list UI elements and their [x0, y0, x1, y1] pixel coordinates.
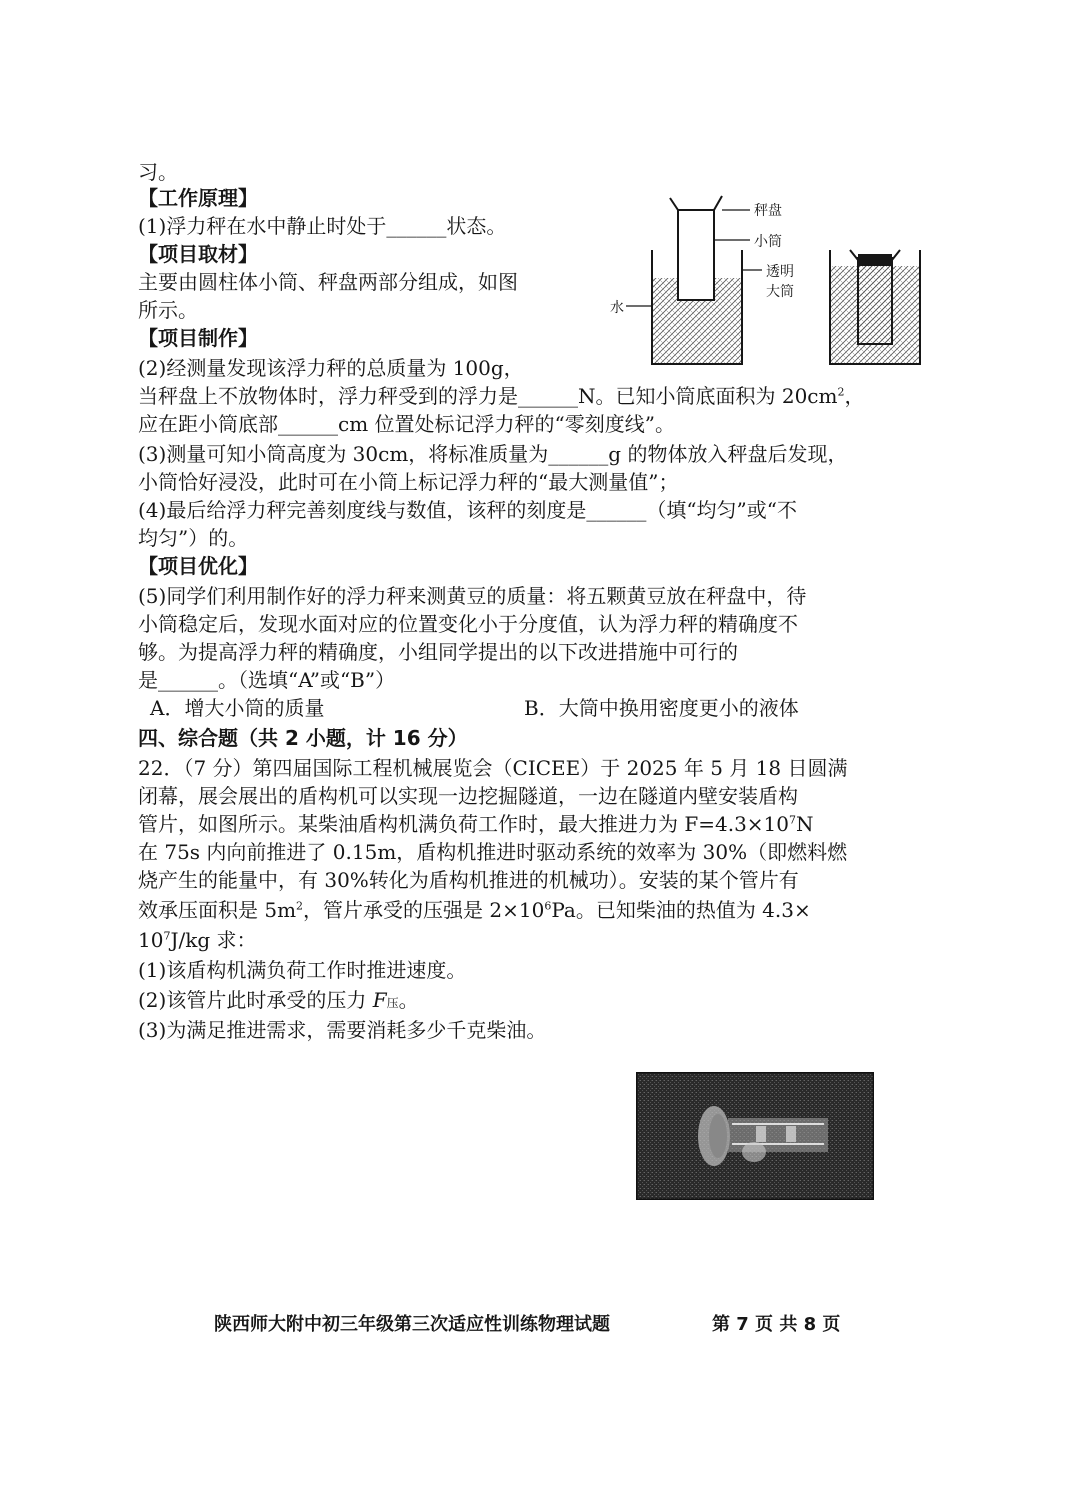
- question-3: (3)测量可知小筒高度为 30cm，将标准质量为______g 的物体放入秤盘后发现，: [138, 442, 848, 466]
- scale-pan: [670, 196, 722, 210]
- text-line: 小筒稳定后，发现水面对应的位置变化小于分度值，认为浮力秤的精确度不: [138, 612, 798, 636]
- text-segment: 。: [398, 988, 419, 1012]
- text-segment: N: [796, 812, 814, 836]
- text-line: 烧产生的能量中，有 30%转化为盾构机推进的机械功）。安装的某个管片有: [138, 868, 799, 892]
- text-line: 闭幕，展会展出的盾构机可以实现一边挖掘隧道，一边在隧道内壁安装盾构: [138, 784, 798, 808]
- text-line: 够。为提高浮力秤的精确度，小组同学提出的以下改进措施中可行的: [138, 640, 738, 664]
- text-line: 所示。: [138, 298, 198, 322]
- tunnel-boring-machine-photo: [636, 1072, 874, 1200]
- small-tube: [678, 210, 714, 300]
- label-big-2: 大筒: [766, 284, 794, 300]
- label-pan: 秤盘: [754, 203, 782, 219]
- text-line: [138, 810, 814, 838]
- heading-working-principle: 【工作原理】: [138, 186, 258, 210]
- subscript: 压: [386, 996, 399, 1010]
- force-symbol: F: [372, 988, 387, 1012]
- question-4: (4)最后给浮力秤完善刻度线与数值，该秤的刻度是______（填“均匀”或“不: [138, 498, 798, 522]
- question-2: (2)经测量发现该浮力秤的总质量为 100g，: [138, 356, 524, 380]
- label-big-1: 透明: [766, 264, 794, 280]
- question-1: (1)浮力秤在水中静止时处于______状态。: [138, 214, 507, 238]
- heading-making: 【项目制作】: [138, 326, 258, 350]
- text-segment: ，: [844, 384, 865, 408]
- weight: [858, 254, 892, 266]
- text-line: 是______。（选填“A”或“B”）: [138, 668, 396, 692]
- heading-materials: 【项目取材】: [138, 242, 258, 266]
- text-line: [138, 926, 257, 954]
- option-a: A．增大小筒的质量: [150, 696, 325, 720]
- text-line: [138, 382, 864, 410]
- text-line: 主要由圆柱体小筒、秤盘两部分组成，如图: [138, 270, 518, 294]
- text-segment: ，管片承受的压强是 2×10: [303, 898, 545, 922]
- text-segment: (2)该管片此时承受的压力: [138, 988, 373, 1012]
- text-line: 习。: [138, 160, 178, 184]
- text-line: 均匀”）的。: [138, 526, 249, 550]
- sub-question-2: [138, 986, 419, 1017]
- buoyancy-scale-figure: [600, 190, 940, 370]
- superscript: 2: [837, 385, 845, 399]
- text-segment: 管片，如图所示。某柴油盾构机满负荷工作时，最大推进力为 F=4.3×10: [138, 812, 790, 836]
- text-segment: 当秤盘上不放物体时，浮力秤受到的浮力是______N。已知小筒底面积为 20cm: [138, 384, 838, 408]
- superscript: 7: [789, 813, 797, 827]
- footer-title: 陕西师大附中初三年级第三次适应性训练物理试题: [214, 1314, 610, 1335]
- label-water: 水: [610, 300, 624, 316]
- submerged-tube: [858, 258, 892, 344]
- text-line: 在 75s 内向前推进了 0.15m，盾构机推进时驱动系统的效率为 30%（即燃料燃: [138, 840, 848, 864]
- text-line: [138, 896, 811, 924]
- label-tube: 小筒: [754, 234, 782, 250]
- option-b: B．大筒中换用密度更小的液体: [524, 696, 799, 720]
- question-22: 22．（7 分）第四届国际工程机械展览会（CICEE）于 2025 年 5 月 18 日圆满: [138, 756, 848, 780]
- superscript: 2: [296, 899, 304, 913]
- superscript: 6: [544, 899, 552, 913]
- text-line: 应在距小筒底部______cm 位置处标记浮力秤的“零刻度线”。: [138, 412, 675, 436]
- text-line: 小筒恰好浸没，此时可在小筒上标记浮力秤的“最大测量值”；: [138, 470, 679, 494]
- footer-page-number: 第 7 页 共 8 页: [712, 1314, 841, 1335]
- text-segment: J/kg 求：: [170, 928, 257, 952]
- text-segment: Pa。已知柴油的热值为 4.3×: [551, 898, 811, 922]
- section-heading: 四、综合题（共 2 小题，计 16 分）: [138, 726, 468, 750]
- sub-question-3: (3)为满足推进需求，需要消耗多少千克柴油。: [138, 1018, 547, 1042]
- heading-optimization: 【项目优化】: [138, 554, 258, 578]
- sub-question-1: (1)该盾构机满负荷工作时推进速度。: [138, 958, 467, 982]
- superscript: 7: [163, 929, 171, 943]
- question-5: (5)同学们利用制作好的浮力秤来测黄豆的质量：将五颗黄豆放在秤盘中，待: [138, 584, 807, 608]
- text-segment: 10: [138, 928, 164, 952]
- text-segment: 效承压面积是 5m: [138, 898, 297, 922]
